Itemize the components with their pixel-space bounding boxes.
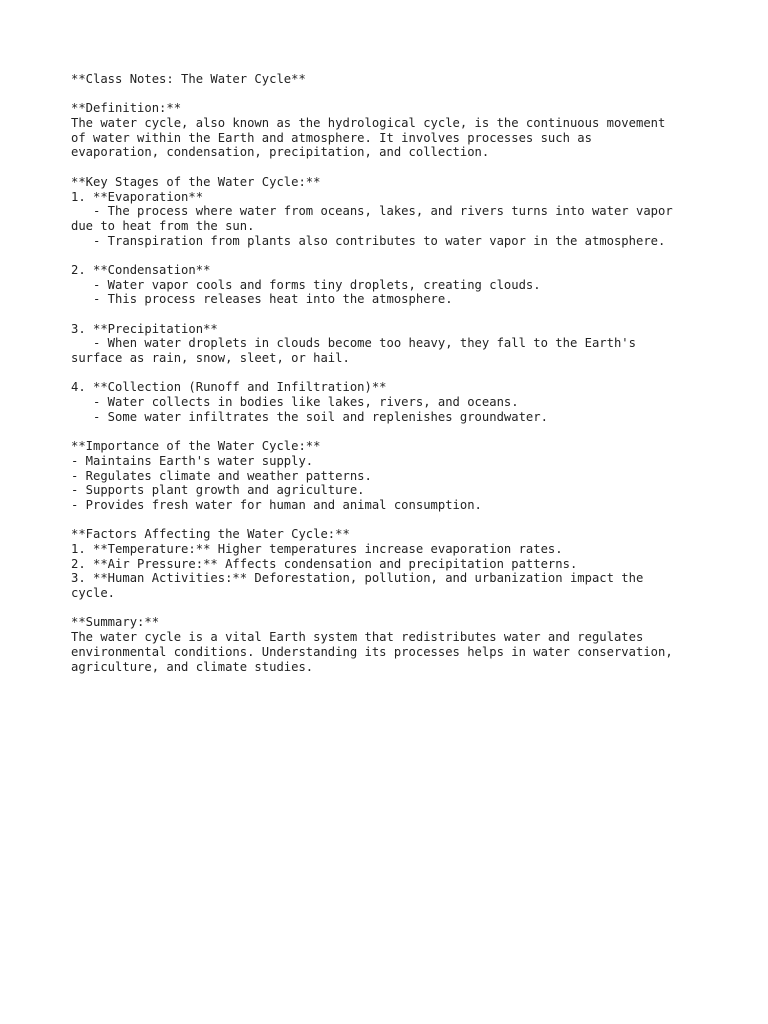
spacer [71,601,751,616]
document-title: **Class Notes: The Water Cycle** [71,72,306,86]
definition-line: of water within the Earth and atmosphere. It involves processes such as [71,130,592,145]
factor-item: 1. **Temperature:** Higher temperatures increase evaporation rates. [71,542,563,556]
stage-line: - Water collects in bodies like lakes, rivers, and oceans. [71,395,519,410]
definition-line: evaporation, condensation, precipitation, and collection. [71,145,490,160]
importance-item: - Regulates climate and weather patterns. [71,468,372,483]
importance-item: - Maintains Earth's water supply. [71,453,314,468]
spacer [71,160,751,175]
spacer [71,513,751,528]
stage-title: 1. **Evaporation** [71,189,204,204]
spacer [71,87,751,102]
stage-title: 2. **Condensation** [71,262,211,277]
summary-line: The water cycle is a vital Earth system that redistributes water and regulates [71,630,644,645]
stage-line: - The process where water from oceans, lakes, and rivers turns into water vapor [71,204,673,219]
key-stages-heading: **Key Stages of the Water Cycle:** [71,174,321,189]
stage-line: surface as rain, snow, sleet, or hail. [71,351,350,366]
stage-line: - When water droplets in clouds become too heavy, they fall to the Earth's [71,336,636,351]
factors-heading: **Factors Affecting the Water Cycle:** [71,527,350,542]
spacer [71,307,751,322]
definition-line: The water cycle, also known as the hydrological cycle, is the continuous movement [71,116,666,131]
stage-line: - Water vapor cools and forms tiny droplets, creating clouds. [71,277,541,292]
stage-title: 3. **Precipitation** [71,321,218,336]
spacer [71,248,751,263]
definition-heading: **Definition:** [71,101,182,116]
stage-title: 4. **Collection (Runoff and Infiltration)** [71,380,387,395]
stage-line: - This process releases heat into the atmosphere. [71,292,453,307]
importance-item: - Supports plant growth and agriculture. [71,483,365,498]
summary-line: environmental conditions. Understanding its processes helps in water conservation, [71,644,673,659]
stage-line: - Transpiration from plants also contributes to water vapor in the atmosphere. [71,233,666,248]
stage-line: - Some water infiltrates the soil and replenishes groundwater. [71,409,548,424]
factor-item: 3. **Human Activities:** Deforestation, pollution, and urbanization impact the [71,571,644,586]
importance-heading: **Importance of the Water Cycle:** [71,439,321,454]
importance-item: - Provides fresh water for human and animal consumption. [71,497,482,512]
document-page [71,72,751,674]
spacer [71,366,751,381]
factor-item: 2. **Air Pressure:** Affects condensation and precipitation patterns. [71,556,578,571]
stage-line: due to heat from the sun. [71,218,255,233]
spacer [71,425,751,440]
summary-line: agriculture, and climate studies. [71,659,314,674]
summary-heading: **Summary:** [71,615,160,630]
factor-item: cycle. [71,586,116,601]
